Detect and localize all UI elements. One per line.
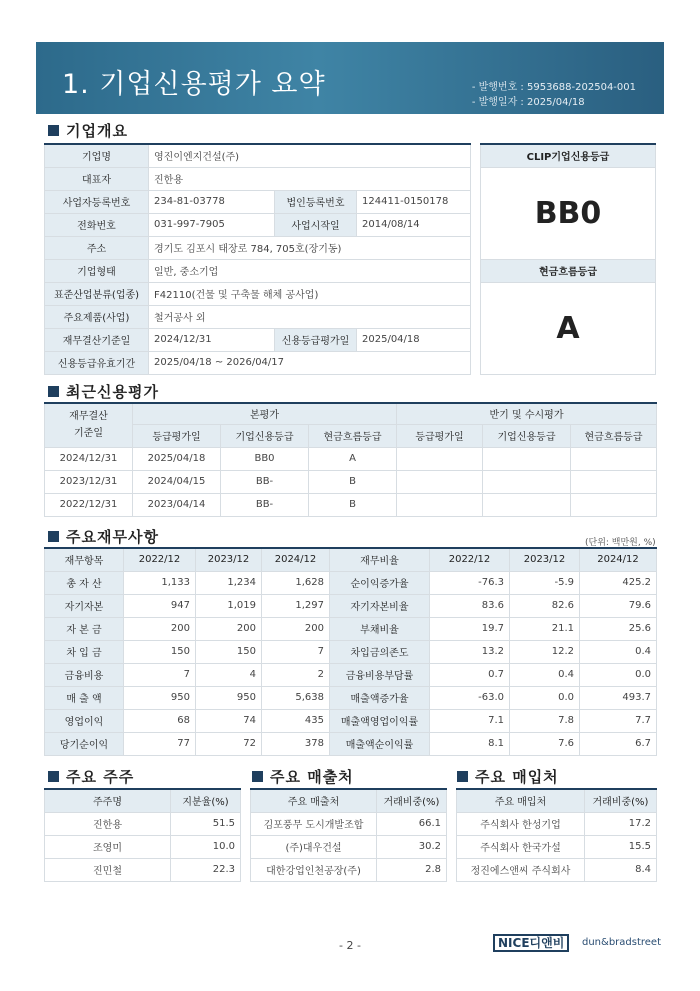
ratio-value: 7.7 [580,709,657,732]
rating-date-value: 2025/04/18 [357,328,471,351]
ratio-value: 6.7 [580,732,657,755]
table-row [45,663,657,686]
ratio-value: 425.2 [580,571,657,594]
rating-date-label: 신용등급평가일 [275,328,357,351]
ratio-value: 0.0 [580,663,657,686]
cash-cell: B [309,470,397,493]
grade-cell: BB0 [221,447,309,470]
fiscal-value: 2024/12/31 [149,328,275,351]
finance-value: 947 [124,594,196,617]
supplier-pct: 8.4 [585,858,657,881]
issue-number: - 발행번호 : 5953688-202504-001 [471,82,636,93]
shareholder-pct-header: 지분율(%) [171,789,241,812]
ratio-value: 12.2 [510,640,580,663]
finance-value: 1,297 [262,594,330,617]
finance-header: 2022/12 [430,548,510,571]
fiscal-header: 재무결산 기준일 [45,403,133,447]
finance-value: 150 [196,640,262,663]
shareholder-name: 진민철 [45,858,171,881]
shareholders-section-title: 주요 주주 [48,766,134,787]
table-row [45,259,471,282]
table-row [45,282,471,305]
finance-value: 1,019 [196,594,262,617]
finance-item-label: 자기자본 [45,594,124,617]
table-row [45,709,657,732]
fiscal-label: 재무결산기준일 [45,328,149,351]
address-label: 주소 [45,236,149,259]
finance-value: 1,628 [262,571,330,594]
table-row [45,167,471,190]
section-bullet-icon [48,531,59,542]
grade-cell: BB- [221,470,309,493]
finance-value: 4 [196,663,262,686]
ratio-value: 0.0 [510,686,580,709]
ratio-label: 매출액영업이익률 [330,709,430,732]
supplier-name-header: 주요 매입처 [457,789,585,812]
section-bullet-icon [457,771,468,782]
ratio-label: 금융비용부담률 [330,663,430,686]
ratio-value: 82.6 [510,594,580,617]
ratio-value: 25.6 [580,617,657,640]
section-bullet-icon [48,771,59,782]
semi-eval-header: 반기 및 수시평가 [397,403,657,424]
finance-value: 1,133 [124,571,196,594]
fiscal-cell: 2024/12/31 [45,447,133,470]
table-row [481,167,656,259]
table-row [45,858,241,881]
industry-label: 표준산업분류(업종) [45,282,149,305]
table-row [45,305,471,328]
shareholder-pct: 22.3 [171,858,241,881]
table-row [251,835,447,858]
ceo-value: 진한용 [149,167,471,190]
page-number: - 2 - [339,939,361,952]
shareholders-table [44,788,241,882]
table-row [45,190,471,213]
ratio-value: 83.6 [430,594,510,617]
table-row [45,571,657,594]
finance-value: 74 [196,709,262,732]
table-row [45,403,657,424]
table-row [45,351,471,374]
product-label: 주요제품(사업) [45,305,149,328]
customer-pct: 2.8 [377,858,447,881]
customers-section-title: 주요 매출처 [252,766,354,787]
recent-rating-table [44,402,657,517]
table-row [457,858,657,881]
finance-value: 950 [196,686,262,709]
finance-item-label: 매 출 액 [45,686,124,709]
ratio-value: 79.6 [580,594,657,617]
main-eval-header: 본평가 [133,403,397,424]
table-row [251,858,447,881]
table-row [45,732,657,755]
table-row [457,789,657,812]
ceo-label: 대표자 [45,167,149,190]
start-value: 2014/08/14 [357,213,471,236]
overview-section-title: 기업개요 [48,120,128,141]
header-banner [36,42,664,114]
table-row [45,236,471,259]
ratio-value: 0.4 [580,640,657,663]
table-row [481,144,656,167]
corpno-label: 법인등록번호 [275,190,357,213]
phone-value: 031-997-7905 [149,213,275,236]
table-row [45,213,471,236]
ratio-value: -76.3 [430,571,510,594]
finance-value: 2 [262,663,330,686]
date-cell: 2023/04/14 [133,493,221,516]
customer-name: 김포풍무 도시개발조합 [251,812,377,835]
page-title: 1. 기업신용평가 요약 [62,69,326,100]
cash-grade-value: A [481,282,656,374]
table-row [45,835,241,858]
clip-grade-value: BB0 [481,167,656,259]
shareholder-name-header: 주주명 [45,789,171,812]
table-row [45,424,657,447]
finance-value: 200 [124,617,196,640]
table-row [45,640,657,663]
valid-label: 신용등급유효기간 [45,351,149,374]
suppliers-table [456,788,657,882]
table-row [457,835,657,858]
bizno-value: 234-81-03778 [149,190,275,213]
ratio-value: 7.8 [510,709,580,732]
finance-value: 950 [124,686,196,709]
ratio-value: 19.7 [430,617,510,640]
shareholder-pct: 10.0 [171,835,241,858]
finance-value: 7 [262,640,330,663]
table-row [45,617,657,640]
company-value: 영진이엔지건설(주) [149,144,471,167]
suppliers-section-title: 주요 매입처 [457,766,559,787]
date-cell: 2025/04/18 [133,447,221,470]
ratio-label: 매출액증가율 [330,686,430,709]
finance-value: 378 [262,732,330,755]
table-row [45,548,657,571]
ratio-label: 매출액순이익률 [330,732,430,755]
finance-header: 2023/12 [196,548,262,571]
clip-grade-label: CLIP기업신용등급 [481,144,656,167]
issue-meta [472,80,636,110]
ratio-value: -63.0 [430,686,510,709]
finance-header: 2023/12 [510,548,580,571]
sub-header: 등급평가일 [397,424,483,447]
customer-name: (주)대우건설 [251,835,377,858]
ratio-label: 차입금의존도 [330,640,430,663]
date-cell: 2024/04/15 [133,470,221,493]
table-row [45,493,657,516]
customer-pct-header: 거래비중(%) [377,789,447,812]
table-row [45,686,657,709]
industry-value: F42110(건물 및 구축물 해체 공사업) [149,282,471,305]
customer-name: 대한강업인천공장(주) [251,858,377,881]
ratio-value: 493.7 [580,686,657,709]
nice-logo: NICE디앤비 [493,934,569,952]
table-row [45,144,471,167]
table-row [45,447,657,470]
finance-item-label: 금융비용 [45,663,124,686]
unit-note: (단위: 백만원, %) [585,538,656,548]
ratio-label: 자기자본비율 [330,594,430,617]
finance-item-label: 총 자 산 [45,571,124,594]
grade-cell: BB- [221,493,309,516]
overview-table [44,143,471,375]
customers-table [250,788,447,882]
shareholder-pct: 51.5 [171,812,241,835]
section-bullet-icon [252,771,263,782]
ratio-label: 부채비율 [330,617,430,640]
dnb-logo: dun&bradstreet [582,937,662,948]
table-row [45,789,241,812]
table-row [45,470,657,493]
finance-value: 77 [124,732,196,755]
customer-name-header: 주요 매출처 [251,789,377,812]
table-row [481,259,656,282]
finance-header: 재무비율 [330,548,430,571]
section-bullet-icon [48,125,59,136]
supplier-pct-header: 거래비중(%) [585,789,657,812]
finance-section-title: 주요재무사항 [48,526,159,547]
finance-value: 150 [124,640,196,663]
company-type-value: 일반, 중소기업 [149,259,471,282]
finance-header: 2022/12 [124,548,196,571]
table-row [251,812,447,835]
finance-item-label: 차 입 금 [45,640,124,663]
ratio-value: 13.2 [430,640,510,663]
customer-pct: 30.2 [377,835,447,858]
sub-header: 현금흐름등급 [571,424,657,447]
sub-header: 현금흐름등급 [309,424,397,447]
finance-value: 68 [124,709,196,732]
bizno-label: 사업자등록번호 [45,190,149,213]
valid-value: 2025/04/18 ~ 2026/04/17 [149,351,471,374]
address-value: 경기도 김포시 태장로 784, 705호(장기동) [149,236,471,259]
cash-grade-label: 현금흐름등급 [481,259,656,282]
table-row [251,789,447,812]
supplier-pct: 15.5 [585,835,657,858]
ratio-value: 7.6 [510,732,580,755]
company-label: 기업명 [45,144,149,167]
ratio-value: 0.7 [430,663,510,686]
ratio-label: 순이익증가율 [330,571,430,594]
finance-item-label: 자 본 금 [45,617,124,640]
supplier-pct: 17.2 [585,812,657,835]
finance-header: 2024/12 [262,548,330,571]
fiscal-cell: 2022/12/31 [45,493,133,516]
table-row [457,812,657,835]
phone-label: 전화번호 [45,213,149,236]
supplier-name: 주식회사 한성기업 [457,812,585,835]
sub-header: 기업신용등급 [221,424,309,447]
finance-header: 2024/12 [580,548,657,571]
shareholder-name: 진한용 [45,812,171,835]
finance-value: 1,234 [196,571,262,594]
table-row [45,594,657,617]
finance-value: 200 [262,617,330,640]
section-bullet-icon [48,386,59,397]
finance-header: 재무항목 [45,548,124,571]
shareholder-name: 조영미 [45,835,171,858]
sub-header: 등급평가일 [133,424,221,447]
issue-date: - 발행일자 : 2025/04/18 [471,97,585,108]
table-row [481,282,656,374]
finance-value: 72 [196,732,262,755]
fiscal-cell: 2023/12/31 [45,470,133,493]
ratio-value: 7.1 [430,709,510,732]
supplier-name: 정진에스앤씨 주식회사 [457,858,585,881]
ratio-value: 21.1 [510,617,580,640]
sub-header: 기업신용등급 [483,424,571,447]
supplier-name: 주식회사 한국가설 [457,835,585,858]
company-type-label: 기업형태 [45,259,149,282]
finance-value: 5,638 [262,686,330,709]
finance-value: 200 [196,617,262,640]
ratio-value: 0.4 [510,663,580,686]
finance-table [44,547,657,756]
grade-table [480,143,656,375]
finance-value: 7 [124,663,196,686]
product-value: 철거공사 외 [149,305,471,328]
cash-cell: B [309,493,397,516]
recent-section-title: 최근신용평가 [48,381,159,402]
corpno-value: 124411-0150178 [357,190,471,213]
start-label: 사업시작일 [275,213,357,236]
finance-item-label: 영업이익 [45,709,124,732]
finance-item-label: 당기순이익 [45,732,124,755]
ratio-value: 8.1 [430,732,510,755]
customer-pct: 66.1 [377,812,447,835]
table-row [45,812,241,835]
finance-value: 435 [262,709,330,732]
cash-cell: A [309,447,397,470]
ratio-value: -5.9 [510,571,580,594]
table-row [45,328,471,351]
